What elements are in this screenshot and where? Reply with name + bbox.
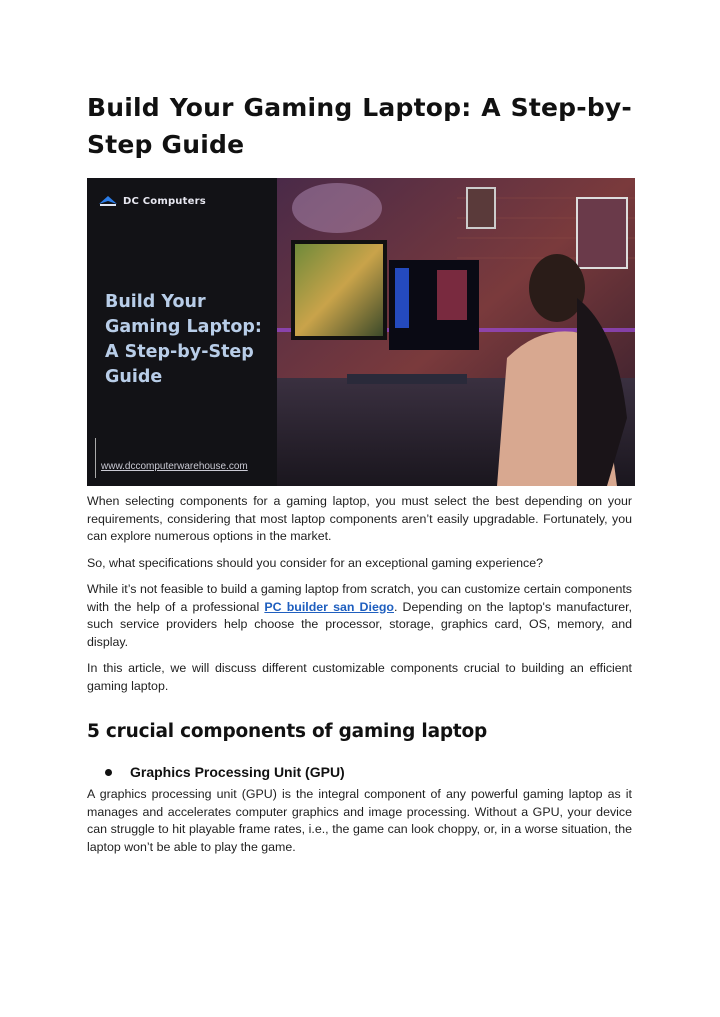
paragraph: A graphics processing unit (GPU) is the integral component of any powerful gaming laptop as it manages and accelerates computer graphics and image processing. Without a GPU, your device can struggle to hit playable frame rates, i.e., the game can look choppy, or, in a worse situation, the laptop won’t be able to play the game. bbox=[87, 787, 632, 854]
hero-url: www.dccomputerwarehouse.com bbox=[101, 461, 248, 472]
bullet-label: Graphics Processing Unit (GPU) bbox=[130, 764, 345, 780]
brand-name: DC Computers bbox=[123, 195, 206, 207]
bullet-icon bbox=[105, 769, 112, 776]
hero-title bbox=[105, 290, 270, 390]
hero-title-line: Gaming Laptop: bbox=[105, 317, 262, 337]
article-body bbox=[87, 493, 632, 856]
hero-title-line: A Step-by-Step bbox=[105, 342, 254, 362]
hero-title-line: Guide bbox=[105, 367, 163, 387]
hero-title-line: Build Your bbox=[105, 292, 206, 312]
paragraph: When selecting components for a gaming laptop, you must select the best depending on your requirements, considering that most laptop components aren’t easily upgradable. Fortunately, you can explore numerous options in the market. bbox=[87, 494, 632, 543]
logo-mark-icon bbox=[97, 194, 119, 208]
paragraph-text: . Depending on the laptop's manufacturer, such service providers help choose the processor, storage, graphics card, OS, memory, and display. bbox=[87, 599, 632, 649]
paragraph bbox=[87, 581, 632, 651]
section-heading: 5 crucial components of gaming laptop bbox=[87, 721, 488, 742]
pc-builder-link[interactable]: PC builder san Diego bbox=[264, 599, 394, 614]
paragraph: In this article, we will discuss different customizable components crucial to building an efficient gaming laptop. bbox=[87, 661, 632, 693]
list-item bbox=[105, 764, 632, 780]
hero-divider bbox=[95, 438, 96, 478]
hero-text-panel bbox=[87, 178, 277, 486]
brand-logo bbox=[97, 194, 206, 208]
hero-banner-image bbox=[87, 178, 635, 486]
paragraph: So, what specifications should you consider for an exceptional gaming experience? bbox=[87, 555, 543, 570]
paragraph-text: While it’s not feasible to build a gaming laptop from scratch, you can customize certain components with the help of a professional bbox=[87, 582, 632, 614]
gaming-setup-photo-icon bbox=[277, 178, 635, 486]
page-title: Build Your Gaming Laptop: A Step-by-Step Guide bbox=[87, 93, 632, 159]
